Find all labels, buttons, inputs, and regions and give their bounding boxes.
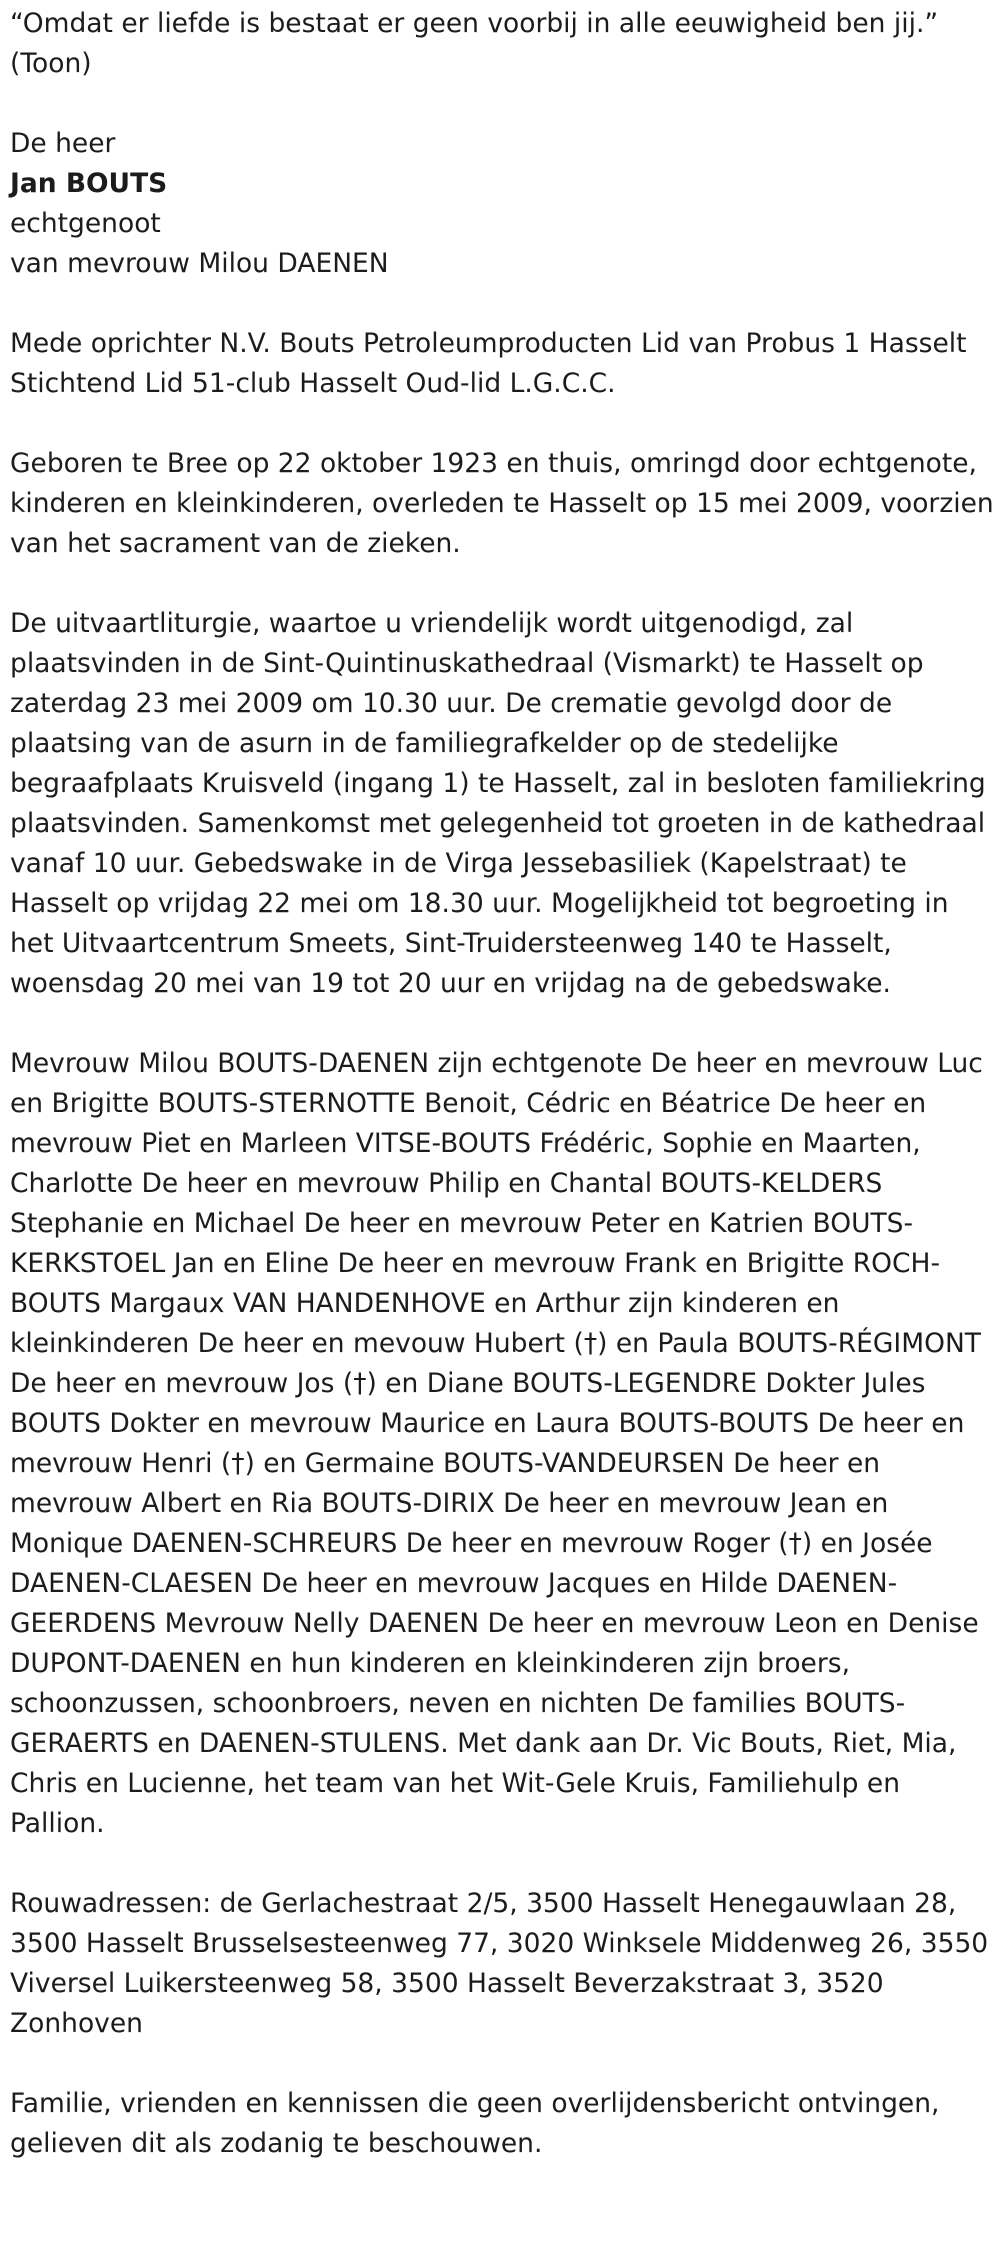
closing-paragraph: Familie, vrienden en kennissen die geen overlijdensbericht ontvingen, gelieven dit als zodanig te beschouwen. — [10, 2088, 940, 2159]
addresses-paragraph: Rouwadressen: de Gerlachestraat 2/5, 3500 Hasselt Henegauwlaan 28, 3500 Hasselt Brusselsesteenweg 77, 3020 Winksele Middenweg 26, 3550 Viversel Luikersteenweg 58, 3500 Hasselt Beverzakstraat 3, 3520 Zonhoven — [10, 1888, 989, 2039]
affiliations-paragraph: Mede oprichter N.V. Bouts Petroleumproducten Lid van Probus 1 Hasselt Stichtend Lid 51-club Hasselt Oud-lid L.G.C.C. — [10, 328, 967, 399]
birth-death-paragraph: Geboren te Bree op 22 oktober 1923 en thuis, omringd door echtgenote, kinderen en kleinkinderen, overleden te Hasselt op 15 mei 2009, voorzien van het sacrament van de zieken. — [10, 448, 994, 559]
funeral-paragraph: De uitvaartliturgie, waartoe u vriendelijk wordt uitgenodigd, zal plaatsvinden in de Sint-Quintinuskathedraal (Vismarkt) te Hasselt op zaterdag 23 mei 2009 om 10.30 uur. De crematie gevolgd door de plaatsing van de asurn in de familiegrafkelder op de stedelijke begraafplaats Kruisveld (ingang 1) te Hasselt, zal in besloten familiekring plaatsvinden. Samenkomst met gelegenheid tot groeten in de kathedraal vanaf 10 uur. Gebedswake in de Virga Jessebasiliek (Kapelstraat) te Hasselt op vrijdag 22 mei om 18.30 uur. Mogelijkheid tot begroeting in het Uitvaartcentrum Smeets, Sint-Truidersteenweg 140 te Hasselt, woensdag 20 mei van 19 tot 20 uur en vrijdag na de gebedswake. — [10, 608, 986, 999]
deceased-title: De heer — [10, 128, 116, 159]
quote-block — [10, 4, 995, 84]
quote-author: (Toon) — [10, 48, 92, 79]
deceased-relation: echtgenoot — [10, 208, 161, 239]
deceased-name: Jan BOUTS — [10, 168, 168, 199]
deceased-block — [10, 124, 995, 284]
quote-text: “Omdat er liefde is bestaat er geen voorbij in alle eeuwigheid ben jij.” — [10, 8, 939, 39]
obituary-document — [10, 4, 995, 2204]
family-paragraph: Mevrouw Milou BOUTS-DAENEN zijn echtgenote De heer en mevrouw Luc en Brigitte BOUTS-STERNOTTE Benoit, Cédric en Béatrice De heer en mevrouw Piet en Marleen VITSE-BOUTS Frédéric, Sophie en Maarten, Charlotte De heer en mevrouw Philip en Chantal BOUTS-KELDERS Stephanie en Michael De heer en mevrouw Peter en Katrien BOUTS-KERKSTOEL Jan en Eline De heer en mevrouw Frank en Brigitte ROCH-BOUTS Margaux VAN HANDENHOVE en Arthur zijn kinderen en kleinkinderen De heer en mevouw Hubert (†) en Paula BOUTS-RÉGIMONT De heer en mevrouw Jos (†) en Diane BOUTS-LEGENDRE Dokter Jules BOUTS Dokter en mevrouw Maurice en Laura BOUTS-BOUTS De heer en mevrouw Henri (†) en Germaine BOUTS-VANDEURSEN De heer en mevrouw Albert en Ria BOUTS-DIRIX De heer en mevrouw Jean en Monique DAENEN-SCHREURS De heer en mevrouw Roger (†) en Josée DAENEN-CLAESEN De heer en mevrouw Jacques en Hilde DAENEN-GEERDENS Mevrouw Nelly DAENEN De heer en mevrouw Leon en Denise DUPONT-DAENEN en hun kinderen en kleinkinderen zijn broers, schoonzussen, schoonbroers, neven en nichten De families BOUTS-GERAERTS en DAENEN-STULENS. Met dank aan Dr. Vic Bouts, Riet, Mia, Chris en Lucienne, het team van het Wit-Gele Kruis, Familiehulp en Pallion. — [10, 1048, 983, 1839]
deceased-spouse: van mevrouw Milou DAENEN — [10, 248, 389, 279]
